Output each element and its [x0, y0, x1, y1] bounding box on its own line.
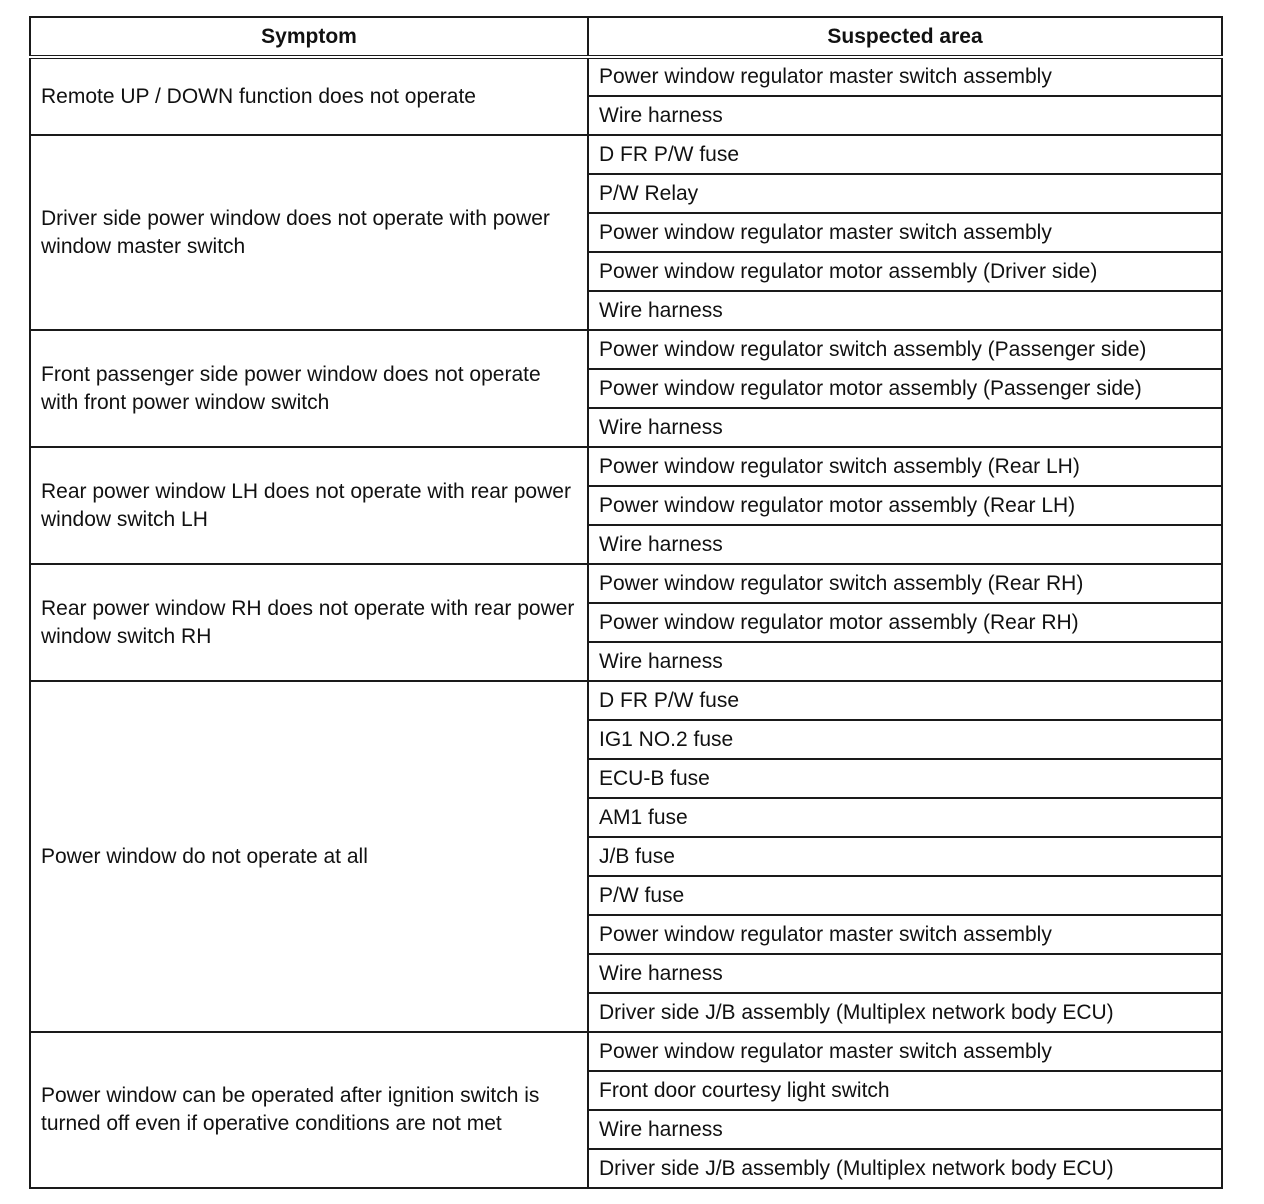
symptom-cell: Power window can be operated after ignition switch is turned off even if operative conditions are not met [30, 1032, 588, 1188]
suspected-area-cell: J/B fuse [588, 837, 1222, 876]
suspected-area-cell: Wire harness [588, 525, 1222, 564]
suspected-area-cell: Power window regulator switch assembly (Passenger side) [588, 330, 1222, 369]
symptom-cell: Rear power window LH does not operate with rear power window switch LH [30, 447, 588, 564]
table-row [30, 681, 1222, 720]
suspected-area-cell: Wire harness [588, 291, 1222, 330]
suspected-area-cell: Power window regulator motor assembly (Rear LH) [588, 486, 1222, 525]
suspected-area-cell: Front door courtesy light switch [588, 1071, 1222, 1110]
suspected-area-cell: Power window regulator switch assembly (Rear RH) [588, 564, 1222, 603]
table-row [30, 564, 1222, 603]
suspected-area-column-header: Suspected area [588, 17, 1222, 57]
suspected-area-cell: Driver side J/B assembly (Multiplex network body ECU) [588, 993, 1222, 1032]
troubleshooting-table [29, 16, 1223, 1189]
suspected-area-cell: Power window regulator motor assembly (Rear RH) [588, 603, 1222, 642]
suspected-area-cell: Wire harness [588, 1110, 1222, 1149]
suspected-area-cell: Power window regulator motor assembly (Passenger side) [588, 369, 1222, 408]
symptom-column-header: Symptom [30, 17, 588, 57]
suspected-area-cell: Power window regulator master switch assembly [588, 213, 1222, 252]
suspected-area-cell: Wire harness [588, 408, 1222, 447]
suspected-area-cell: D FR P/W fuse [588, 135, 1222, 174]
suspected-area-cell: Wire harness [588, 642, 1222, 681]
table-row [30, 330, 1222, 369]
suspected-area-cell: Driver side J/B assembly (Multiplex network body ECU) [588, 1149, 1222, 1188]
symptom-cell: Front passenger side power window does not operate with front power window switch [30, 330, 588, 447]
symptom-cell: Power window do not operate at all [30, 681, 588, 1032]
suspected-area-cell: P/W Relay [588, 174, 1222, 213]
suspected-area-cell: AM1 fuse [588, 798, 1222, 837]
table-body [30, 57, 1222, 1188]
table-row [30, 135, 1222, 174]
suspected-area-cell: Power window regulator master switch assembly [588, 915, 1222, 954]
header-row [30, 17, 1222, 57]
suspected-area-cell: ECU-B fuse [588, 759, 1222, 798]
table-row [30, 447, 1222, 486]
symptom-cell: Rear power window RH does not operate with rear power window switch RH [30, 564, 588, 681]
table-row [30, 1032, 1222, 1071]
suspected-area-cell: D FR P/W fuse [588, 681, 1222, 720]
suspected-area-cell: Power window regulator master switch assembly [588, 57, 1222, 96]
symptom-cell: Remote UP / DOWN function does not operate [30, 57, 588, 135]
symptom-cell: Driver side power window does not operate with power window master switch [30, 135, 588, 330]
suspected-area-cell: Power window regulator motor assembly (Driver side) [588, 252, 1222, 291]
suspected-area-cell: Wire harness [588, 96, 1222, 135]
table-row [30, 57, 1222, 96]
suspected-area-cell: Power window regulator switch assembly (Rear LH) [588, 447, 1222, 486]
suspected-area-cell: Wire harness [588, 954, 1222, 993]
suspected-area-cell: Power window regulator master switch assembly [588, 1032, 1222, 1071]
suspected-area-cell: P/W fuse [588, 876, 1222, 915]
suspected-area-cell: IG1 NO.2 fuse [588, 720, 1222, 759]
